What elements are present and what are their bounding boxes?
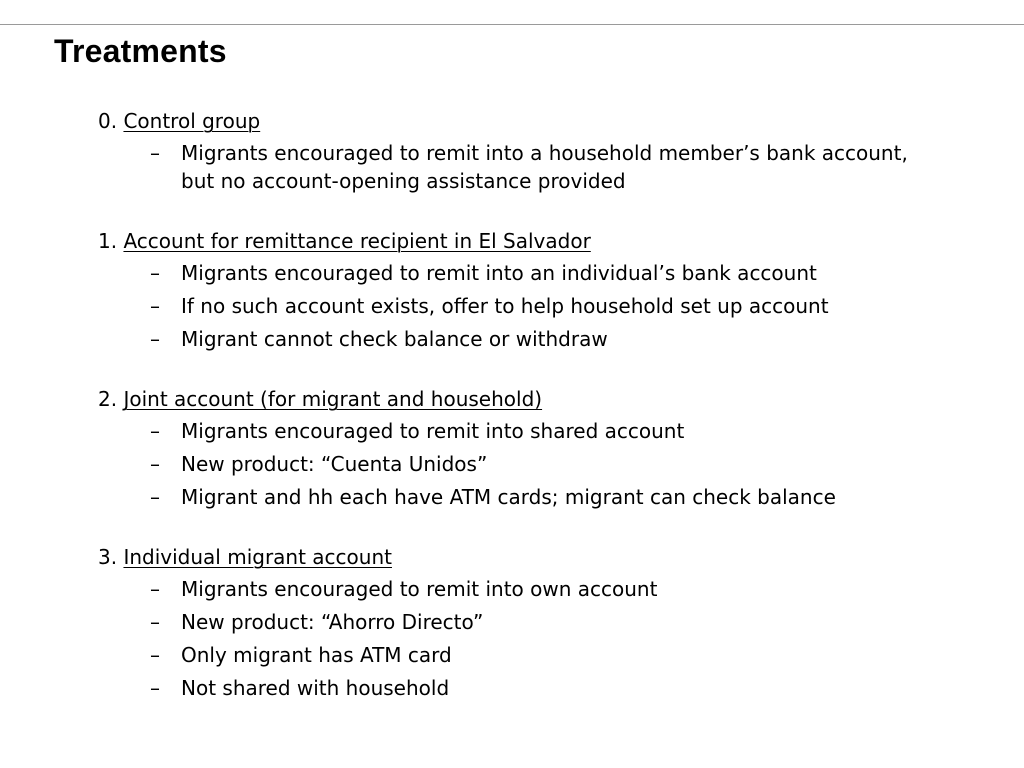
treatment-name: Control group [123,109,261,133]
bullet-dash: – [150,419,160,443]
bullet-item [98,575,998,603]
bullet-item [98,417,998,445]
bullet-item [98,292,998,320]
treatment-2 [98,384,998,511]
bullet-list [98,259,998,353]
bullet-text: Migrants encouraged to remit into a household member’s bank account, but no account-opening assistance provided [181,141,908,193]
treatment-heading [98,542,998,575]
treatment-heading [98,106,998,139]
bullet-dash: – [150,452,160,476]
treatment-heading [98,384,998,417]
treatment-3 [98,542,998,702]
bullet-item [98,139,998,195]
bullet-item [98,259,998,287]
treatment-name: Account for remittance recipient in El Salvador [123,229,591,253]
treatment-number: 2. [98,387,118,411]
bullet-dash: – [150,643,160,667]
bullet-text: New product: “Cuenta Unidos” [181,452,488,476]
bullet-text: Not shared with household [181,676,450,700]
treatment-number: 1. [98,229,118,253]
bullet-text: Migrants encouraged to remit into shared account [181,419,685,443]
bullet-text: Migrant cannot check balance or withdraw [181,327,608,351]
bullet-text: If no such account exists, offer to help household set up account [181,294,829,318]
treatment-0 [98,106,998,195]
bullet-dash: – [150,327,160,351]
bullet-list [98,575,998,702]
bullet-text: Migrants encouraged to remit into own account [181,577,658,601]
top-divider-line [0,24,1024,25]
treatment-heading [98,226,998,259]
bullet-dash: – [150,610,160,634]
bullet-dash: – [150,676,160,700]
bullet-dash: – [150,141,160,165]
bullet-text: Migrants encouraged to remit into an individual’s bank account [181,261,817,285]
bullet-text: Only migrant has ATM card [181,643,452,667]
bullet-item [98,608,998,636]
bullet-dash: – [150,261,160,285]
bullet-item [98,674,998,702]
bullet-dash: – [150,485,160,509]
treatment-number: 3. [98,545,118,569]
bullet-list [98,417,998,511]
treatment-list [98,106,998,733]
bullet-dash: – [150,294,160,318]
bullet-item [98,483,998,511]
treatment-1 [98,226,998,353]
bullet-text: New product: “Ahorro Directo” [181,610,484,634]
bullet-text: Migrant and hh each have ATM cards; migrant can check balance [181,485,836,509]
slide-title: Treatments [54,33,227,69]
bullet-item [98,641,998,669]
treatment-number: 0. [98,109,118,133]
bullet-item [98,450,998,478]
bullet-item [98,325,998,353]
bullet-list [98,139,998,195]
treatment-name: Joint account (for migrant and household) [123,387,543,411]
treatment-name: Individual migrant account [123,545,392,569]
bullet-dash: – [150,577,160,601]
